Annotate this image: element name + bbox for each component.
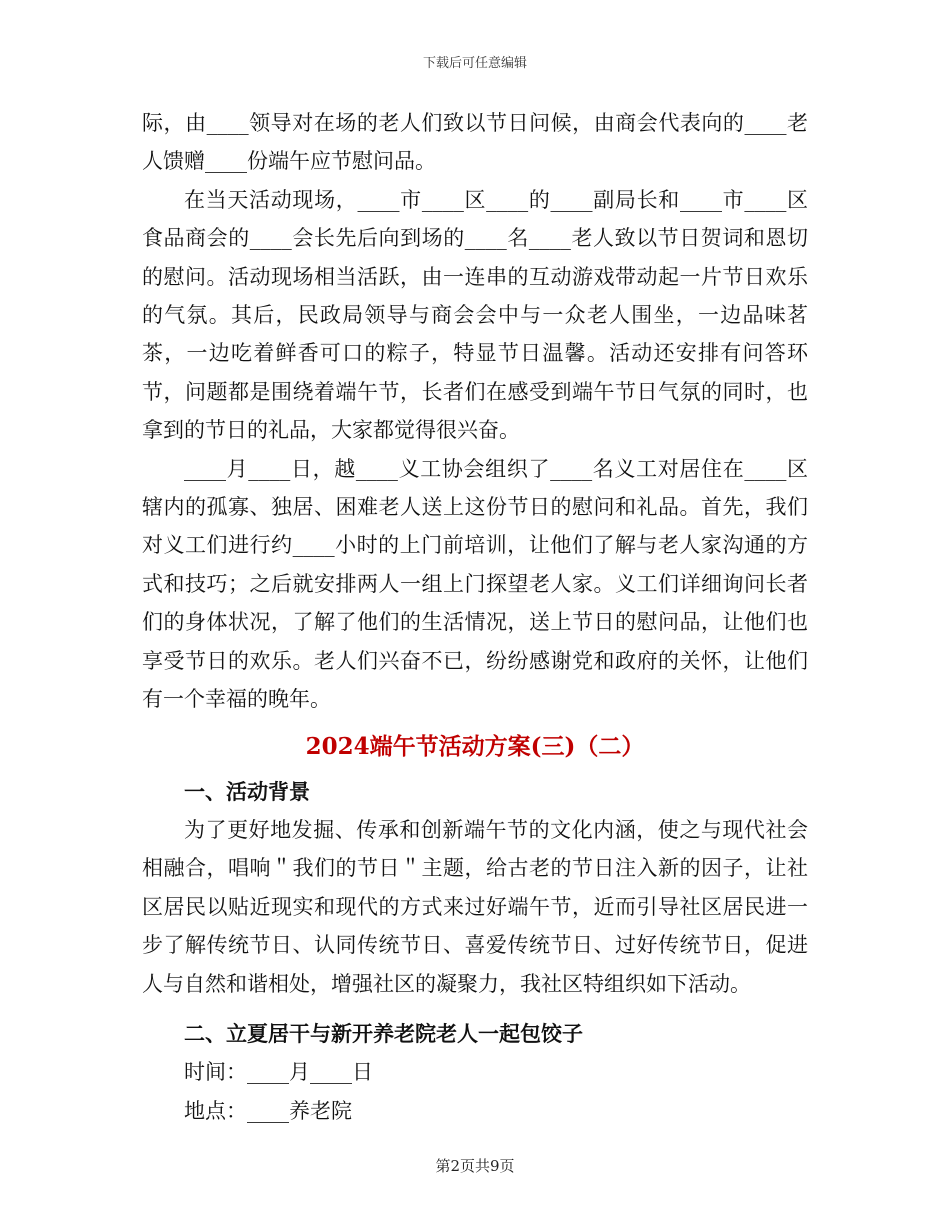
paragraph-4: 为了更好地发掘、传承和创新端午节的文化内涵，使之与现代社会相融合，唱响＂我们的节日＂主题，给古老的节日注入新的因子，让社区居民以贴近现实和现代的方式来过好端午节，近而引导社区居民进一步了解传统节日、认同传统节日、喜爱传统节日、过好传统节日，促进人与自然和谐相处，增强社区的凝聚力，我社区特组织如下活动。: [142, 817, 808, 996]
page-header: 下载后可任意编辑: [422, 56, 527, 71]
paragraph-2: 在当天活动现场，____市____区____的____副局长和____市____区食品商会的____会长先后向到场的____名____老人致以节日贺词和恩切的慰问。活动现场相当活跃，由一连串的互动游戏带动起一片节日欢乐的气氛。其后，民政局领导与商会会中与一众老人围坐，一边品味茗茶，一边吃着鲜香可口的粽子，特显节日温馨。活动还安排有问答环节，问题都是围绕着端午节，长者们在感受到端午节日气氛的同时，也拿到的节日的礼品，大家都觉得很兴奋。: [142, 187, 808, 443]
section-title: 2024端午节活动方案(三)（二）: [305, 732, 645, 760]
paragraph-1: 际，由____领导对在场的老人们致以节日问候，由商会代表向的____老人馈赠____份端午应节慰问品。: [142, 111, 808, 174]
page-footer: 第2页共9页: [435, 1157, 515, 1175]
heading-background: 一、活动背景: [184, 778, 310, 804]
document-body: [142, 104, 808, 1130]
place-line: 地点：____养老院: [184, 1098, 352, 1123]
paragraph-3: ____月____日，越____义工协会组织了____名义工对居住在____区辖内的孤寡、独居、困难老人送上这份节日的慰问和礼品。首先，我们对义工们进行约____小时的上门前培训，让他们了解与老人家沟通的方式和技巧；之后就安排两人一组上门探望老人家。义工们详细询问长者们的身体状况，了解了他们的生活情况，送上节日的慰问品，让他们也享受节日的欢乐。老人们兴奋不已，纷纷感谢党和政府的关怀，让他们有一个幸福的晚年。: [142, 456, 808, 712]
time-line: 时间：____月____日: [184, 1060, 373, 1085]
heading-dumplings: 二、立夏居干与新开养老院老人一起包饺子: [184, 1020, 583, 1046]
